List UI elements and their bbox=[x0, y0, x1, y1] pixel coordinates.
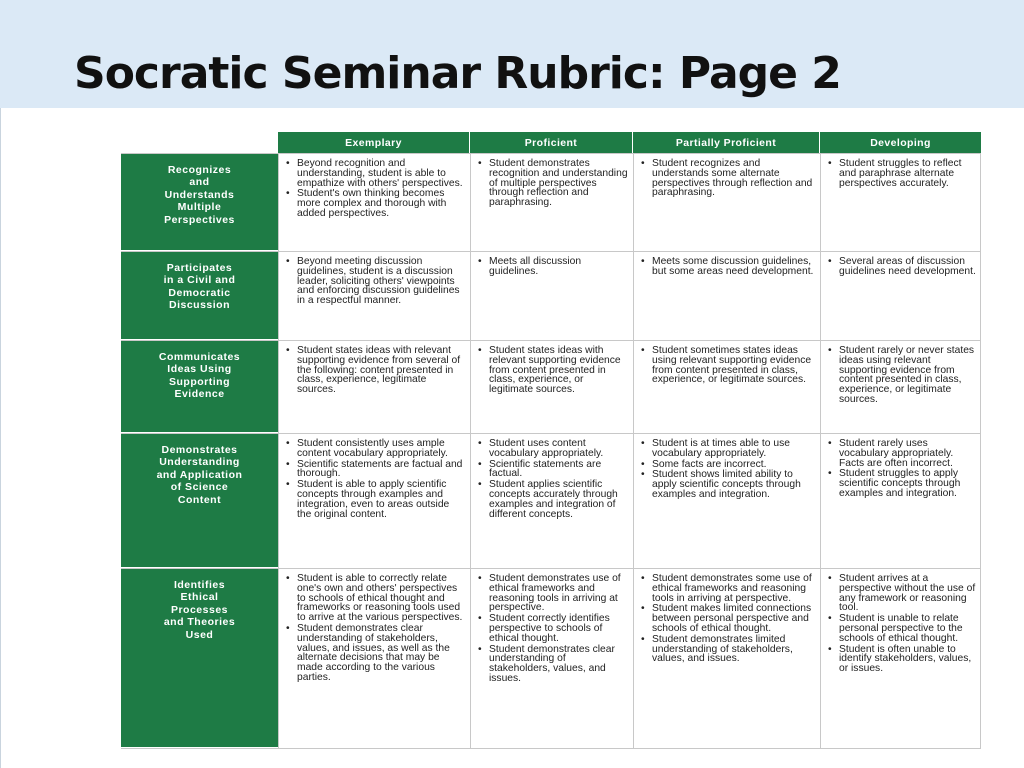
descriptor-item: • Student struggles to reflect and paraphrase alternate perspectives accurately. bbox=[826, 159, 976, 188]
rubric-cell-exemplary bbox=[278, 569, 470, 748]
rubric-cell-developing bbox=[820, 569, 981, 748]
rubric-cell-proficient bbox=[470, 252, 633, 340]
descriptor-list bbox=[639, 574, 816, 664]
descriptor-list bbox=[476, 257, 629, 277]
criterion-label: Demonstrates Understanding and Application of Science Content bbox=[121, 434, 278, 568]
descriptor-item: • Student states ideas with relevant supporting evidence from content presented in class, experience, or legitimate sources. bbox=[476, 346, 629, 395]
descriptor-item: • Student demonstrates limited understanding of stakeholders, values, and issues. bbox=[639, 635, 816, 664]
descriptor-list bbox=[826, 257, 976, 277]
descriptor-item: • Student demonstrates recognition and understanding of multiple perspectives through reflection and paraphrasing. bbox=[476, 159, 629, 208]
descriptor-item: • Student demonstrates some use of ethical frameworks and reasoning tools in arriving at perspective. bbox=[639, 574, 816, 603]
descriptor-item: • Meets all discussion guidelines. bbox=[476, 257, 629, 277]
descriptor-list bbox=[284, 346, 466, 395]
rubric-row bbox=[121, 434, 981, 569]
descriptor-item: • Student arrives at a perspective without the use of any framework or reasoning tool. bbox=[826, 574, 976, 613]
criterion-label: Recognizes and Understands Multiple Perspectives bbox=[121, 154, 278, 251]
descriptor-item: • Meets some discussion guidelines, but some areas need development. bbox=[639, 257, 816, 277]
descriptor-item: • Student is at times able to use vocabulary appropriately. bbox=[639, 439, 816, 459]
column-header-proficient: Proficient bbox=[470, 132, 633, 153]
rubric-row bbox=[121, 153, 981, 252]
rubric-column-headers bbox=[278, 132, 981, 153]
rubric-cell-partially-proficient bbox=[633, 341, 820, 433]
descriptor-item: • Student's own thinking becomes more complex and thorough with added perspectives. bbox=[284, 189, 466, 218]
criterion-label: Identifies Ethical Processes and Theories Used bbox=[121, 569, 278, 748]
descriptor-item: • Student struggles to apply scientific concepts through examples and integration. bbox=[826, 469, 976, 498]
left-divider bbox=[0, 108, 1, 768]
descriptor-list bbox=[639, 257, 816, 277]
criterion-label: Communicates Ideas Using Supporting Evidence bbox=[121, 341, 278, 433]
descriptor-item: • Student is unable to relate personal perspective to the schools of ethical thought. bbox=[826, 614, 976, 643]
descriptor-item: • Student states ideas with relevant supporting evidence from several of the following: content presented in class, experience, legitimate sources. bbox=[284, 346, 466, 395]
rubric-cell-partially-proficient bbox=[633, 569, 820, 748]
rubric-cell-partially-proficient bbox=[633, 434, 820, 568]
rubric-cell-proficient bbox=[470, 341, 633, 433]
rubric-table bbox=[121, 153, 981, 749]
descriptor-item: • Student demonstrates clear understanding of stakeholders, values, and issues, as well as the alternate decisions that may be made according to the various parties. bbox=[284, 624, 466, 683]
rubric-row bbox=[121, 341, 981, 434]
descriptor-list bbox=[476, 574, 629, 684]
descriptor-item: • Student rarely or never states ideas using relevant supporting evidence from content presented in class, experience, or legitimate sources. bbox=[826, 346, 976, 405]
descriptor-item: • Student shows limited ability to apply scientific concepts through examples and integration. bbox=[639, 470, 816, 499]
descriptor-list bbox=[476, 159, 629, 208]
rubric-cell-developing bbox=[820, 434, 981, 568]
descriptor-item: • Student is able to apply scientific concepts through examples and integration, even to areas outside the original content. bbox=[284, 480, 466, 519]
descriptor-list bbox=[639, 159, 816, 198]
descriptor-item: • Student is able to correctly relate one's own and others' perspectives to schools of ethical thought and frameworks or reasoning tools used to arrive at the various perspectives. bbox=[284, 574, 466, 623]
descriptor-item: • Student demonstrates clear understanding of stakeholders, values, and issues. bbox=[476, 645, 629, 684]
descriptor-item: • Beyond recognition and understanding, student is able to empathize with others' perspectives. bbox=[284, 159, 466, 188]
rubric-cell-exemplary bbox=[278, 341, 470, 433]
descriptor-item: • Student is often unable to identify stakeholders, values, or issues. bbox=[826, 645, 976, 674]
descriptor-list bbox=[639, 346, 816, 385]
criterion-label: Participates in a Civil and Democratic Discussion bbox=[121, 252, 278, 340]
descriptor-list bbox=[284, 257, 466, 306]
column-header-exemplary: Exemplary bbox=[278, 132, 470, 153]
descriptor-item: • Student recognizes and understands some alternate perspectives through reflection and paraphrasing. bbox=[639, 159, 816, 198]
descriptor-list bbox=[284, 159, 466, 219]
descriptor-item: • Student sometimes states ideas using relevant supporting evidence from content presented in class, experience, or legitimate sources. bbox=[639, 346, 816, 385]
rubric-row bbox=[121, 252, 981, 341]
descriptor-item: • Student applies scientific concepts accurately through examples and integration of different concepts. bbox=[476, 480, 629, 519]
descriptor-item: • Beyond meeting discussion guidelines, student is a discussion leader, soliciting others' viewpoints and enforcing discussion guidelines in a respectful manner. bbox=[284, 257, 466, 306]
slide-title: Socratic Seminar Rubric: Page 2 bbox=[74, 48, 841, 99]
descriptor-list bbox=[476, 439, 629, 519]
descriptor-list bbox=[284, 574, 466, 683]
descriptor-list bbox=[826, 159, 976, 188]
rubric-cell-partially-proficient bbox=[633, 154, 820, 251]
rubric-cell-developing bbox=[820, 341, 981, 433]
rubric-cell-exemplary bbox=[278, 434, 470, 568]
column-header-partially-proficient: Partially Proficient bbox=[633, 132, 820, 153]
rubric-cell-developing bbox=[820, 154, 981, 251]
descriptor-item: • Student rarely uses vocabulary appropriately. Facts are often incorrect. bbox=[826, 439, 976, 468]
descriptor-list bbox=[826, 574, 976, 674]
descriptor-item: • Student correctly identifies perspective to schools of ethical thought. bbox=[476, 614, 629, 643]
descriptor-item: • Several areas of discussion guidelines need development. bbox=[826, 257, 976, 277]
rubric-cell-proficient bbox=[470, 569, 633, 748]
rubric-cell-proficient bbox=[470, 154, 633, 251]
descriptor-item: • Scientific statements are factual and thorough. bbox=[284, 460, 466, 480]
descriptor-list bbox=[476, 346, 629, 395]
descriptor-list bbox=[826, 346, 976, 405]
descriptor-item: • Scientific statements are factual. bbox=[476, 460, 629, 480]
descriptor-list bbox=[826, 439, 976, 499]
rubric-cell-partially-proficient bbox=[633, 252, 820, 340]
rubric-row bbox=[121, 569, 981, 749]
descriptor-list bbox=[639, 439, 816, 500]
slide-header bbox=[0, 0, 1024, 108]
column-header-developing: Developing bbox=[820, 132, 981, 153]
rubric-cell-exemplary bbox=[278, 252, 470, 340]
rubric-cell-proficient bbox=[470, 434, 633, 568]
descriptor-item: • Student uses content vocabulary appropriately. bbox=[476, 439, 629, 459]
descriptor-item: • Student makes limited connections between personal perspective and schools of ethical thought. bbox=[639, 604, 816, 633]
descriptor-item: • Student consistently uses ample content vocabulary appropriately. bbox=[284, 439, 466, 459]
descriptor-item: • Student demonstrates use of ethical frameworks and reasoning tools in arriving at perspective. bbox=[476, 574, 629, 613]
descriptor-item: • Some facts are incorrect. bbox=[639, 460, 816, 470]
descriptor-list bbox=[284, 439, 466, 519]
rubric-cell-exemplary bbox=[278, 154, 470, 251]
rubric-cell-developing bbox=[820, 252, 981, 340]
